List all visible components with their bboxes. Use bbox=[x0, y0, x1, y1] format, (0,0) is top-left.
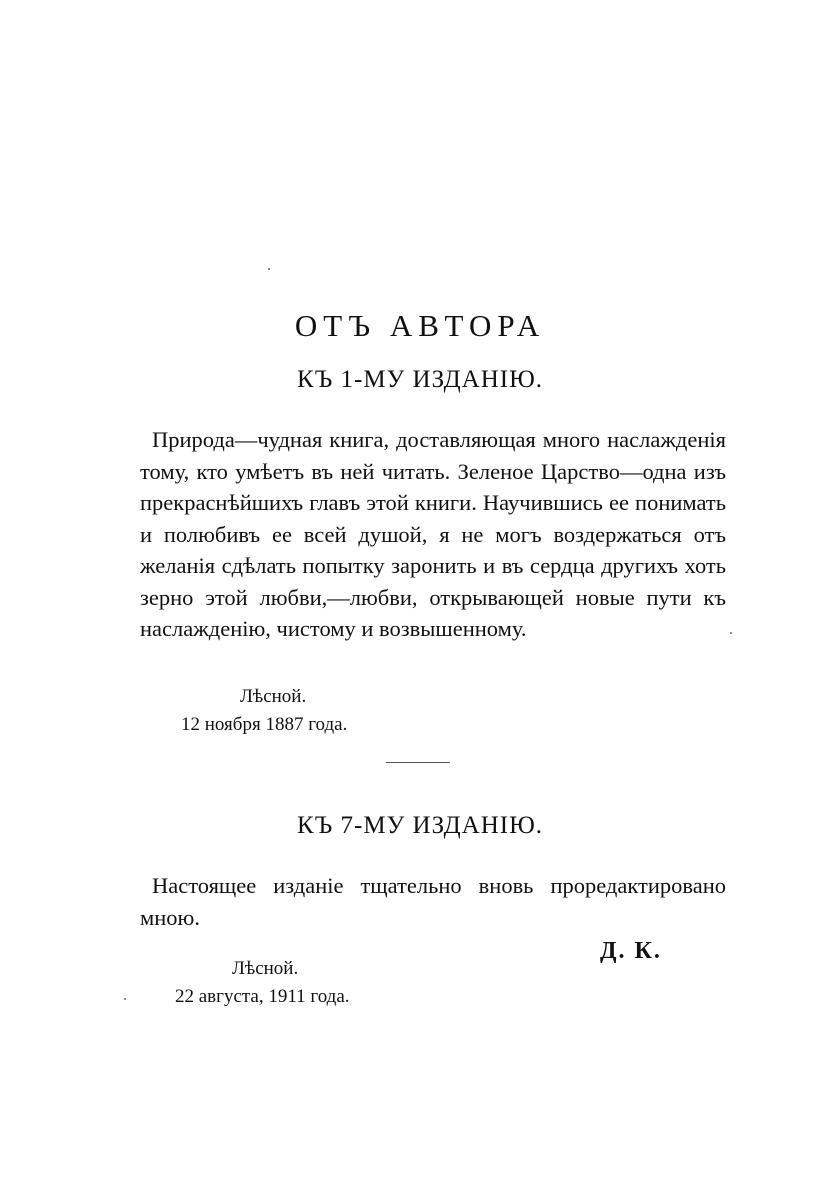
preface-title: ОТЪ АВТОРА bbox=[294, 308, 546, 343]
first-edition-heading: КЪ 1-МУ ИЗДАНІЮ. bbox=[296, 366, 544, 393]
seventh-preface-date: 22 августа, 1911 года. bbox=[175, 986, 350, 1007]
seventh-preface-body: Настоящее изданіе тщательно вновь проредактировано мною. bbox=[140, 873, 726, 930]
first-preface-place: Лѣсной. bbox=[240, 686, 307, 707]
section-divider bbox=[386, 762, 450, 763]
print-speck bbox=[730, 632, 732, 634]
seventh-preface-text bbox=[140, 870, 726, 933]
seventh-edition-heading: КЪ 7-МУ ИЗДАНІЮ. bbox=[296, 812, 544, 839]
seventh-preface-place: Лѣсной. bbox=[232, 958, 299, 979]
first-preface-text bbox=[140, 424, 726, 645]
first-preface-body: Природа—чудная книга, доставляющая много наслажденія тому, кто умѣетъ въ ней читать. Зеленое Царство—одна изъ прекраснѣйшихъ главъ этой книги. Научившись ее понимать и полюбивъ ее всей душой, я не могъ воздержаться отъ желанія сдѣлать попытку заронить и въ сердца другихъ хоть зерно этой любви,—любви, открывающей новые пути къ наслажденію, чистому и возвышенному. bbox=[140, 427, 726, 641]
author-signature: Д. К. bbox=[600, 938, 662, 964]
print-speck bbox=[124, 998, 126, 1000]
first-preface-date: 12 ноября 1887 года. bbox=[181, 714, 348, 735]
print-speck bbox=[268, 268, 270, 270]
